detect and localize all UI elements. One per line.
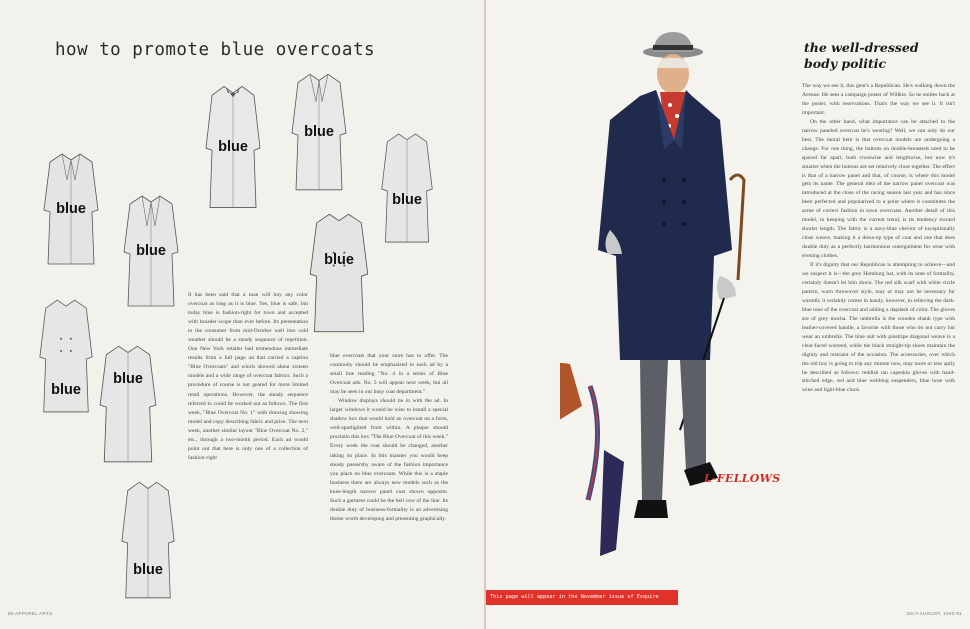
left-page [0,0,484,629]
coat-label: blue [51,381,81,398]
paragraph: Window displays should tie in with the ad. In larger windows it would be wise to install a special shadow box that would hold an overcoat on a form, well-spotlighted from within. A plaque should proclaim this box "The Blue Overcoat of this week." Every week the coat should be changed, another taking its place. In this manner you would keep steady passersby aware of the fashion importance you place on blue overcoats. While this is a staple business there are always new models such as the knee-length narrow panel coat shown opposite. Such a garment could be the bell cow of the line. Its double duty of business-formality is an advertising theme worth developing and presenting graphically. [330,398,448,522]
paragraph: It has been said that a man will buy any color overcoat as long as it is blue. Yes, blue is safe, but today blue is fashion-right for town and accepted with broader scope than ever before. Its presentation to the consumer from mid-October well into cold weather should be a steady sequence of repetition. One New York retailer had tremendous immediate results from a full page ad that carried a caption "Blue Overcoats" and which showed about sixteen models and a wide range of overcoat fabrics. Such a procedure of course is not geared for more limited retail operations. However, the steady sequence referred to could be worked out as follows. The first week, "Blue Overcoat No. 1" with drawing showing model and copy describing fabric and price. The next week, another similar layout "Blue Overcoat No. 2," etc., through a two-month period. Each ad would point out that here is only one of a collection of fashion-right [188,292,308,461]
coat-sketch-8 [96,342,160,466]
coat-label: blue [113,371,143,388]
coat-label: blue [56,201,86,217]
left-page-headline: how to promote blue overcoats [55,40,376,60]
coat-sketch-7 [36,296,96,416]
right-folio: JULY-AUGUST, 1940 81 [906,611,962,616]
left-page-column-1 [188,291,308,463]
paragraph: On the other hand, what importance can be attached to the narrow paneled overcoat he's wearing? Well, we can only do our best. The moral here is that overcoat models are undergoing a change. For one thing, the buttons on double-breasteds used to be spaced far apart, both crosswise and lengthwise, but now it's smarter when the buttons are set relatively close together. The effect is that of a narrow panel and that, of course, is where this model gets its name. The general idea of the narrow panel overcoat was introduced at the close of the racing season last year and has since been perfected and popularized to a point where it constitutes the acme of correct fashion in town overcoats. Another detail of this model, in keeping with the current trend, is its tendency toward shorter length. The fabric is a navy-blue cheviot of exceptionally close weave, making it a dress-up type of coat and one that does double duty as a perfectly harmonious outergarment for wear with evening clothes. [802,118,955,260]
left-page-column-2 [330,352,448,524]
coat-sketch-1 [40,150,102,268]
coat-label: blue [218,139,248,155]
coat-label: blue [392,191,422,208]
coat-label: blue [136,243,166,259]
coat-sketch-5 [378,130,436,246]
paragraph: blue overcoats that your store has to offer. The continuity should be emphasized in each ad by a small line reading "No. 4 in a series of Blue Overcoat ads. No. 5 will appear next week, but all may be seen in our busy coat department." [330,353,448,396]
coat-sketch-2 [120,192,182,310]
artist-signature: L-FELLOWS [704,472,781,485]
coat-sketch-4 [288,70,350,194]
right-page-column [802,82,955,395]
left-folio: 80 APPAREL ARTS [8,611,53,616]
coat-sketch-6 [306,210,372,336]
esquire-notice-banner: This page will appear in the November issue of Esquire [486,590,678,605]
coat-label: blue [304,124,334,140]
gentleman-illustration [560,30,790,585]
paragraph: If it's dignity that our Republican is attempting to achieve—and we suspect it is—the grey Homburg hat, with its note of formality, certainly doesn't let him down. The red silk scarf with white circle pattern, worn throwover style, may or may not be necessary for warmth; it certainly comes in handy, however, in relieving the dark-blue tone of the overcoat and adding a dapdash of color. The gloves are of grey mocha. The umbrella is the wooden shank type with leather-covered handle, a favorite with those who do not carry but wear an umbrella. The blue suit with pinstripe diagonal weave is a clear-faced worsted, while the black straight-tip shoes maintain the dignity and restraint of the occasion. The accessories, over which the old boy is going to trip any minute now, may more or less aptly be described as follows: reddish tan capeskin gloves with hand-stitched edge, red and blue webbing suspenders, blue hose with wine and light-blue clock. [802,262,955,394]
paragraph: The way we see it, this gent's a Republican. He's walking down the Avenue. He sees a campaign poster of Willkie. So he smiles back at the poster, with reservations. That's the way we see it. It isn't important. [802,83,955,116]
coat-sketch-3 [202,82,264,212]
coat-label: blue [324,252,354,269]
coat-sketch-9 [118,478,178,602]
right-page-title: the well-dressed body politic [804,40,919,71]
coat-label: blue [133,561,163,578]
